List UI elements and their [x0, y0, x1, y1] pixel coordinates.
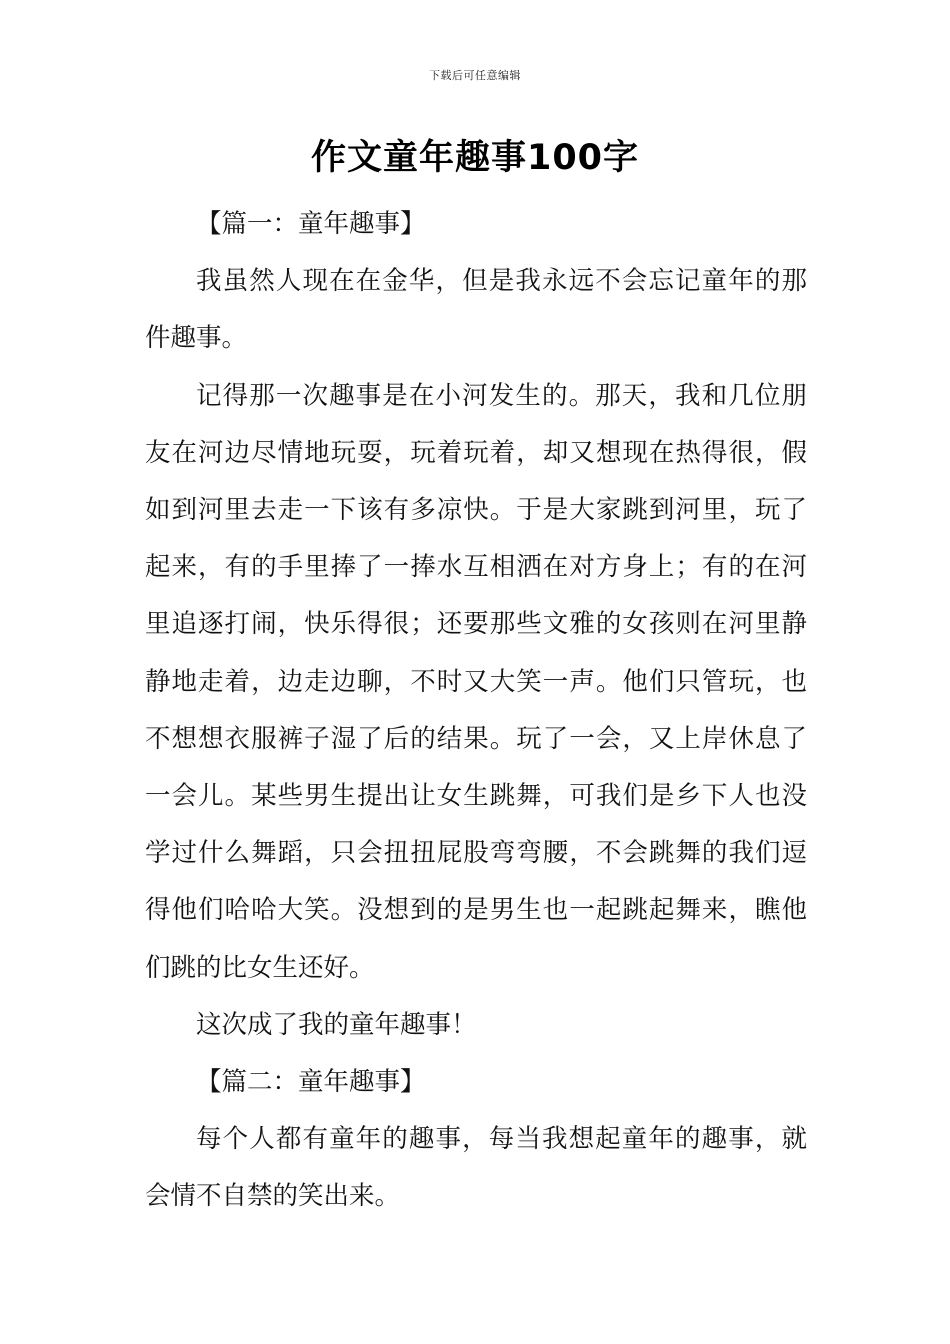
document-body [145, 196, 807, 1226]
paragraph-2: 记得那一次趣事是在小河发生的。那天，我和几位朋友在河边尽情地玩耍，玩着玩着，却又想现在热得很，假如到河里去走一下该有多凉快。于是大家跳到河里，玩了起来，有的手里捧了一捧水互相洒在对方身上；有的在河里追逐打闹，快乐得很；还要那些文雅的女孩则在河里静静地走着，边走边聊，不时又大笑一声。他们只管玩，也不想想衣服裤子湿了后的结果。玩了一会，又上岸休息了一会儿。某些男生提出让女生跳舞，可我们是乡下人也没学过什么舞蹈，只会扭扭屁股弯弯腰，不会跳舞的我们逗得他们哈哈大笑。没想到的是男生也一起跳起舞来，瞧他们跳的比女生还好。 [145, 380, 807, 983]
header-note: 下载后可任意编辑 [429, 69, 521, 82]
paragraph-4: 每个人都有童年的趣事，每当我想起童年的趣事，就会情不自禁的笑出来。 [145, 1124, 807, 1212]
paragraph-1: 我虽然人现在在金华，但是我永远不会忘记童年的那件趣事。 [145, 266, 807, 354]
paragraph-3: 这次成了我的童年趣事！ [196, 1009, 477, 1040]
document-title: 作文童年趣事100字 [310, 138, 640, 178]
section-heading-1: 【篇一：童年趣事】 [196, 209, 426, 239]
section-heading-2: 【篇二：童年趣事】 [196, 1067, 426, 1098]
